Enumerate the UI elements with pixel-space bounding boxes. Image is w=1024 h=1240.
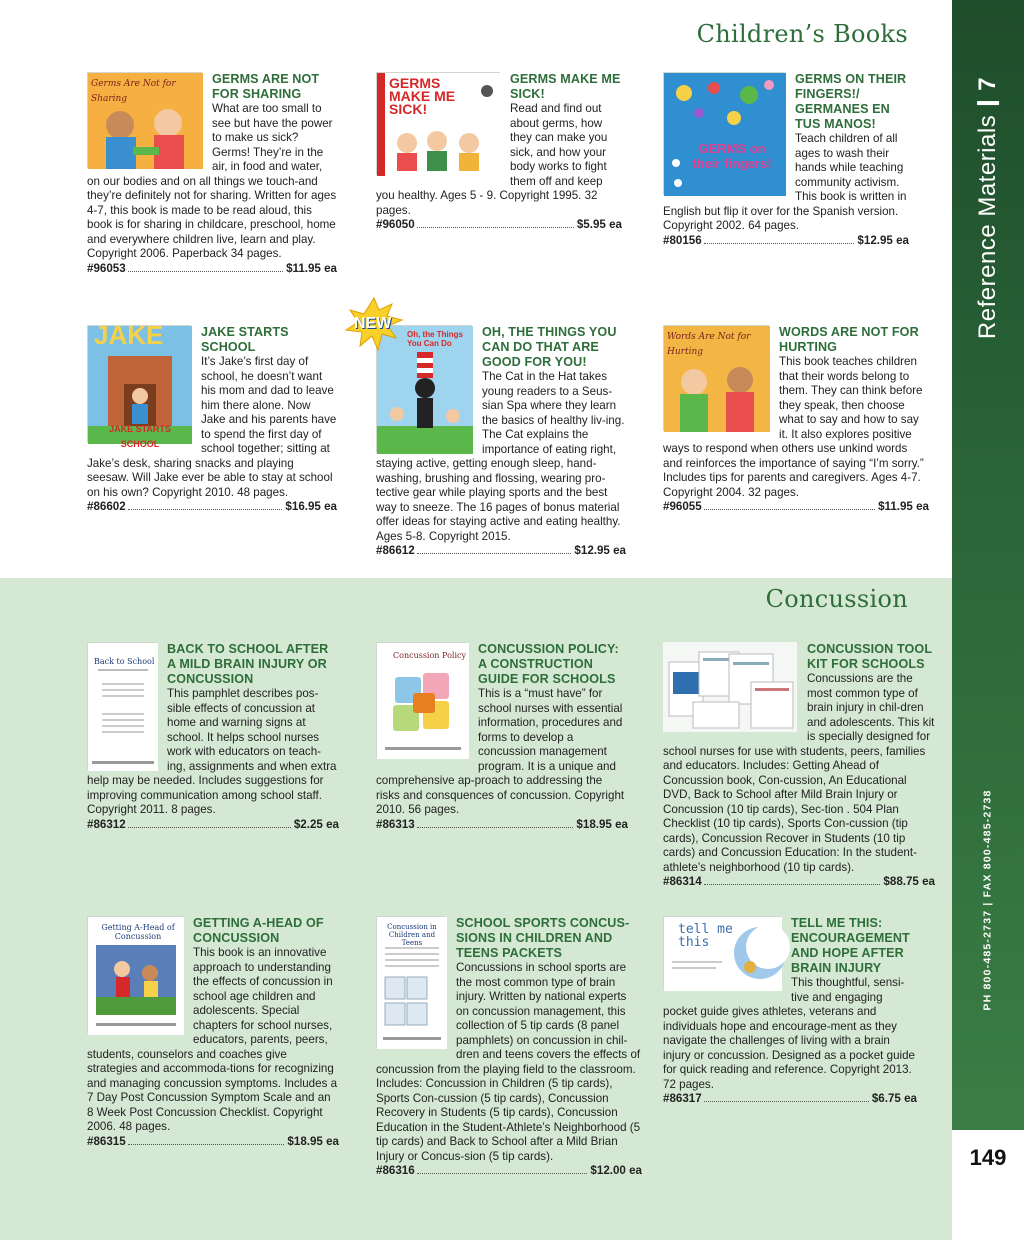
product-sku: #86315 [87,1134,126,1148]
product-price: $6.75 ea [871,1092,917,1105]
product-price: $18.95 ea [576,817,628,831]
product-title[interactable]: OH, THE THINGS YOU CAN DO THAT ARE GOOD FOR YOU! [482,325,617,369]
sku-price-line [376,1164,642,1179]
product-sku: #96050 [376,218,415,231]
product-price: $18.95 ea [287,1134,339,1148]
sku-price-line [663,875,935,890]
leader-dots [128,271,283,272]
product-description: This book is an innovative approach to understanding the effects of concussion in school age children and adolescents. Special chapters for school nurses, educators, parents, peers, students, counselors and coaches give strategies and accommoda-tions for recognizing and managing concussion symptoms. Includes a 7 Day Post Concussion Symptom Scale and an 8 Week Post Concussion Checklist. Copyright 2006. 48 pages. [87,946,338,1133]
product-description: This book teaches children that their words belong to them. They can think before they speak, then choose what to say and how to say it. It also explores positive ways to respond when others use unkind words and reinforces the importance of saying “I’m sorry.” Includes tips for parents and caregivers. Ages 4-7. Copyright 2004. 32 pages. [663,355,924,499]
product-title[interactable]: CONCUSSION POLICY: A CONSTRUCTION GUIDE FOR SCHOOLS [478,642,619,686]
product-description: This is a “must have” for school nurses with essential information, procedures and forms to develop a concussion management program. It is a unique and comprehensive ap-proach to addressing the risks and consquences of concussion. Copyright 2010. 56 pages. [376,687,625,816]
cover-title: GERMS MAKE ME SICK! [389,75,456,117]
sku-price-line [87,1135,339,1150]
product-description: The Cat in the Hat takes young readers to a Seus-sian Spa where they learn the basics of healthy liv-ing. The Cat explains the importance of eating right, staying active, getting enough sleep, hand-washing, brushing and flossing, wearing pro-tective gear while playing sports and the best way to sneeze. The 16 pages of bonus material offer ideas for staying active and eating healthy. Ages 5-8. Copyright 2015. [376,370,625,543]
cover-title: tell me this [678,922,733,950]
page-number: 149 [969,1145,1007,1170]
product-price: $12.95 ea [574,544,626,557]
cover-title: GERMS on their fingers! [692,141,772,171]
product-getting-a-head-of-concussion[interactable] [87,916,339,1149]
product-price: $11.95 ea [878,500,929,513]
section-title-concussion: Concussion [765,585,908,613]
product-description: Concussions are the most common type of brain injury in chil-dren and adolescents. This kit is specially designed for school nurses for use with students, peers, families and educators. Includes: Getting Ahead of Concussion book, Con-cussion, An Educational DVD, Back to School after Mild Brain Injury or Concussion (10 tip cards), Sec-tion . 504 Plan Checklist (10 tip cards), Sports Con-cussion (tip cards), Concussion Recover in Students (10 tip cards) and Concussion Education: In the student-athlete’s neighborhood (10 tip cards). [663,672,935,874]
product-title[interactable]: GERMS MAKE ME SICK! [510,72,621,101]
product-sku: #80156 [663,233,702,247]
cover-title: Germs Are Not for Sharing [91,79,176,104]
sku-price-line [376,818,628,833]
product-description: This thoughtful, sensi-tive and engaging pocket guide gives athletes, veterans and individuals hope and encourage-ment as they navigate the challenges of living with a brain injury or concussion. Designed as a pocket guide for quick reading and reference. Copyright 2013. 72 pages. [663,976,915,1091]
product-tell-me-this[interactable] [663,916,917,1107]
book-cover-image[interactable] [87,916,183,1034]
sidebar-contact [958,770,1018,1030]
book-cover-image[interactable] [376,916,446,1048]
product-description: What are too small to see but have the power to make us sick? Germs! They’re in the air, in food and water, on our bodies and on all things we touch-and they’re definitely not for sharing. Written for ages 4-7, this book is made to be read aloud, this book is for sharing in childcare, preschool, home and everywhere children live, learn and play. Copyright 2006. Paperback 34 pages. [87,102,337,260]
product-sku: #86316 [376,1164,415,1177]
sidebar-title: Reference Materials [974,114,1001,340]
cover-title: Words Are Not for Hurting [667,332,751,357]
product-germs-on-their-fingers[interactable] [663,72,909,248]
book-cover-image[interactable] [87,320,191,449]
sku-price-line [663,234,909,249]
leader-dots [417,227,574,228]
book-cover-image[interactable] [87,642,157,770]
sku-price-line [87,262,337,277]
product-title[interactable]: WORDS ARE NOT FOR HURTING [779,325,919,354]
product-title[interactable]: TELL ME THIS: ENCOURAGEMENT AND HOPE AFTER BRAIN INJURY [791,916,910,975]
product-sku: #86313 [376,817,415,831]
product-sku: #86602 [87,500,126,513]
cover-title-large: JAKE [94,320,164,350]
sku-price-line [376,544,626,559]
product-sku: #86314 [663,875,702,888]
sidebar-section-label [958,58,1018,358]
product-price: $5.95 ea [576,218,622,231]
product-germs-not-for-sharing[interactable] [87,72,337,276]
product-price: $16.95 ea [285,500,337,513]
book-cover-image[interactable] [663,72,785,195]
sku-price-line [663,1092,917,1107]
phone-fax-line: PH 800-485-2737 | FAX 800-485-2738 [982,789,995,1011]
sidebar-divider [977,101,999,105]
leader-dots [128,509,283,510]
book-cover-image[interactable] [663,916,781,990]
sku-price-line [87,500,337,515]
product-words-are-not-for-hurting[interactable] [663,325,929,515]
product-price: $12.95 ea [857,233,909,247]
cover-title: Back to School [94,657,155,666]
leader-dots [704,1101,869,1102]
product-description: Teach children of all ages to wash their hands while teaching community activism. This book is written in English but flip it over for the Spanish version. Copyright 2002. 64 pages. [663,132,907,232]
product-title[interactable]: GETTING A-HEAD OF CONCUSSION [193,916,324,945]
product-description: This pamphlet describes pos-sible effects of concussion at home and warning signs at school. It helps school nurses work with educators on teach-ing, assignments and when extra help may be needed. Includes suggestions for improving communication among school staff. Copyright 2011. 8 pages. [87,687,337,816]
product-back-to-school-after-brain-injury[interactable] [87,642,339,832]
new-badge-text: NEW [354,315,392,332]
product-price: $12.00 ea [590,1164,642,1177]
product-description: Concussions in school sports are the most common type of brain injury. Written by national experts on concussion management, this collection of 5 tip cards (8 panel pamphlets) on concussion in chil-dren and teens covers the effects of concussion from the playing field to the classroom. Includes: Concussion in Children (5 tip cards), Sports Con-cussion (5 tip cards), Concussion Recovery in Students (5 tip cards), Concussion Education in the Student-Athlete’s Neighborhood (5 tip cards) and Back to School after a Mild Brian Injury or Concus-sion (5 tip cards). [376,961,641,1163]
product-price: $11.95 ea [286,261,337,275]
product-school-sports-concussions-packets[interactable] [376,916,642,1179]
product-title[interactable]: GERMS ON THEIR FINGERS!/ GERMANES EN TUS MANOS! [795,72,907,131]
new-badge [346,298,402,350]
sidebar-chapter-number: 7 [974,76,1001,91]
product-concussion-policy[interactable] [376,642,628,832]
product-description: It’s Jake’s first day of school, he doesn’t want his mom and dad to leave him there alone. Now Jake and his parents have to spend the first day of school together; sitting at Jake’s desk, sharing snacks and playing seesaw. Will Jake ever be able to stay at school on his own? Copyright 2010. 48 pages. [87,355,337,499]
sku-price-line [376,218,622,233]
section-title-childrens-books: Children’s Books [696,20,908,48]
product-sku: #96055 [663,500,702,513]
sku-price-line [87,818,339,833]
leader-dots [417,827,574,828]
leader-dots [704,243,855,244]
cover-title: JAKE STARTS SCHOOL [109,424,171,449]
leader-dots [704,509,875,510]
leader-dots [704,884,881,885]
leader-dots [128,1144,285,1145]
product-title[interactable]: SCHOOL SPORTS CONCUS-SIONS IN CHILDREN AND TEENS PACKETS [456,916,630,960]
product-oh-the-things-you-can-do[interactable] [376,325,626,559]
cover-title: Concussion Policy [393,651,466,660]
cover-title: Oh, the Things You Can Do [407,330,463,348]
product-price: $88.75 ea [883,875,935,888]
sku-price-line [663,500,929,515]
book-cover-image[interactable] [376,72,500,175]
product-concussion-tool-kit[interactable] [663,642,935,890]
product-description: Read and find out about germs, how they can make you sick, and how your body works to fight them off and keep you healthy. Ages 5 - 9. Copyright 1995. 32 pages. [376,102,608,217]
product-sku: #96053 [87,261,126,275]
cover-title: Concussion in Children and Teens [387,923,437,947]
product-title[interactable]: CONCUSSION TOOL KIT FOR SCHOOLS [807,642,932,671]
product-price: $2.25 ea [293,817,339,831]
cover-title: Getting A-Head of Concussion [101,923,175,941]
product-title[interactable]: BACK TO SCHOOL AFTER A MILD BRAIN INJURY OR CONCUSSION [167,642,329,686]
book-cover-image[interactable] [663,642,797,732]
product-jake-starts-school[interactable] [87,320,337,515]
product-title[interactable]: GERMS ARE NOT FOR SHARING [212,72,320,101]
product-sku: #86312 [87,817,126,831]
product-germs-make-me-sick[interactable] [376,72,622,233]
book-cover-image[interactable] [376,642,468,758]
product-sku: #86612 [376,544,415,557]
product-title[interactable]: JAKE STARTS SCHOOL [201,325,289,354]
leader-dots [417,1173,588,1174]
book-cover-image[interactable] [87,72,202,168]
leader-dots [128,827,291,828]
leader-dots [417,553,572,554]
book-cover-image[interactable] [663,325,769,431]
product-sku: #86317 [663,1092,702,1105]
